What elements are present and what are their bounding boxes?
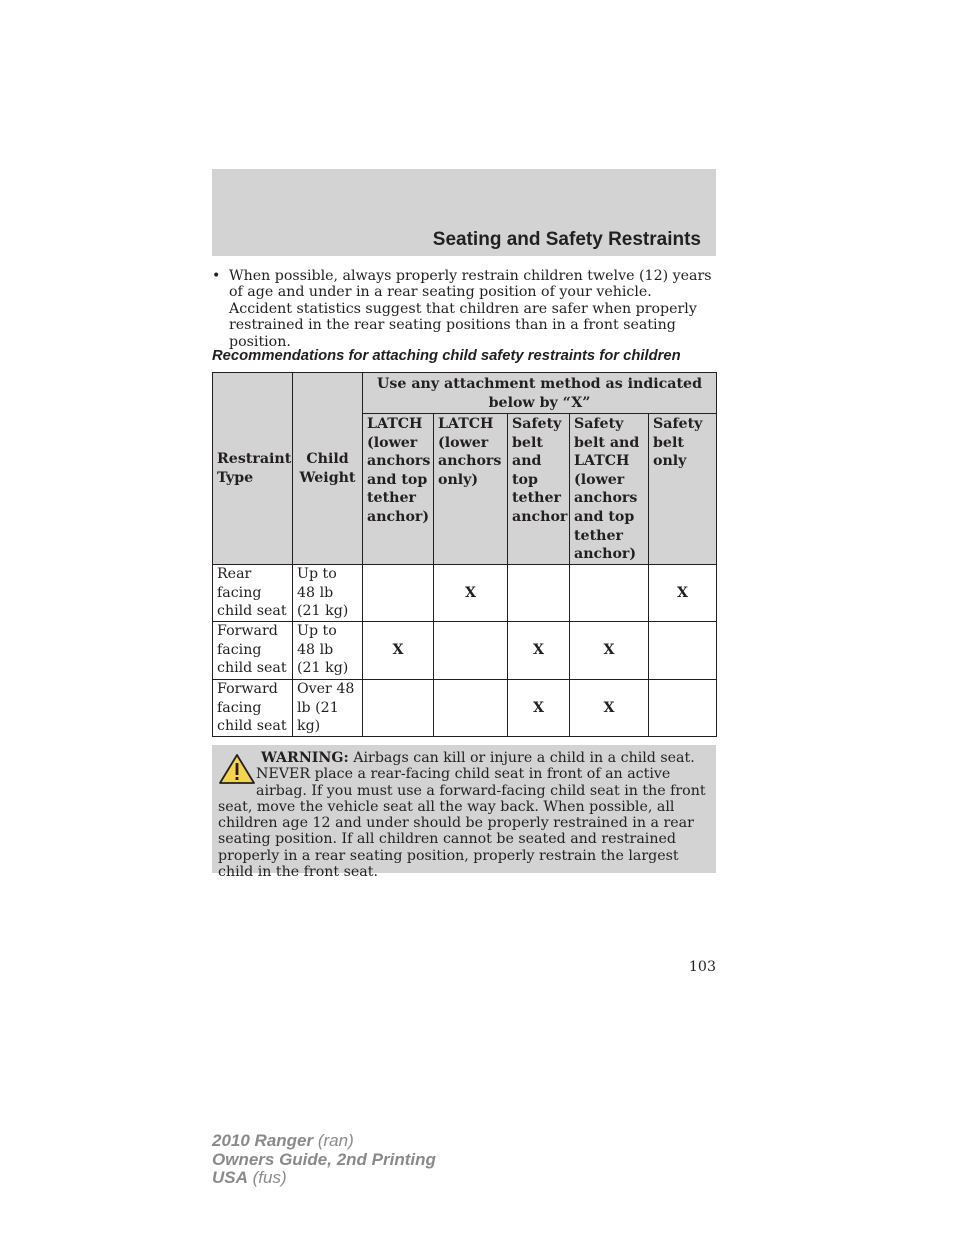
- warning-text: Airbags can kill or injure a child in a child seat. NEVER place a rear-facing child seat in front of an active airbag. If you must use a forward-facing child seat in the front seat, move the vehicle seat all the way back. When possible, all children age 12 and under should be properly restrained in a rear seating position. If all children cannot be seated and restrained properly in a rear seating position, properly restrain the largest child in the front seat.: [218, 750, 706, 881]
- cell-mark: X: [508, 622, 570, 680]
- cell-mark: [434, 680, 508, 737]
- cell-mark: X: [649, 565, 717, 622]
- cell-mark: X: [570, 622, 649, 680]
- header-belt-only: Safety belt only: [649, 414, 717, 565]
- cell-mark: X: [363, 622, 434, 680]
- header-belt-and-top-tether: Safety belt and top tether anchor: [508, 414, 570, 565]
- footer-region-code: (fus): [247, 1168, 287, 1187]
- header-child-weight: Child Weight: [293, 373, 363, 565]
- header-latch-lower-only: LATCH (lower anchors only): [434, 414, 508, 565]
- section-header-band: [212, 169, 716, 256]
- bullet-text: When possible, always properly restrain children twelve (12) years of age and under in a rear seating position of your vehicle. Accident statistics suggest that children are safer when properly restrained in the rear seating positions than in a front seating position.: [229, 268, 712, 350]
- table-group-header-row: [213, 373, 717, 414]
- cell-mark: [649, 622, 717, 680]
- cell-mark: X: [434, 565, 508, 622]
- table-row: [213, 565, 717, 622]
- table-row: [213, 622, 717, 680]
- cell-restraint-type: Forward facing child seat: [213, 622, 293, 680]
- warning-triangle-icon: [218, 752, 256, 786]
- cell-child-weight: Up to 48 lb (21 kg): [293, 622, 363, 680]
- cell-child-weight: Over 48 lb (21 kg): [293, 680, 363, 737]
- cell-mark: [363, 565, 434, 622]
- footer-model-code: (ran): [313, 1131, 354, 1150]
- footer-model: 2010 Ranger: [212, 1131, 314, 1150]
- section-title: Seating and Safety Restraints: [432, 229, 701, 250]
- cell-mark: [649, 680, 717, 737]
- table-subheading: Recommendations for attaching child safety restraints for children: [212, 348, 681, 364]
- header-belt-and-latch: Safety belt and LATCH (lower anchors and top tether anchor): [570, 414, 649, 565]
- footer-edition: Owners Guide, 2nd Printing: [212, 1149, 436, 1169]
- child-restraint-table: [212, 372, 717, 737]
- header-restraint-type: Restraint Type: [213, 373, 293, 565]
- warning-box: [212, 745, 716, 881]
- cell-mark: X: [508, 680, 570, 737]
- table-row: [213, 680, 717, 737]
- header-attachment-group: Use any attachment method as indicated below by “X”: [363, 373, 717, 414]
- cell-restraint-type: Rear facing child seat: [213, 565, 293, 622]
- cell-mark: [570, 565, 649, 622]
- footer: [212, 1132, 436, 1188]
- cell-mark: [363, 680, 434, 737]
- bullet-paragraph: [212, 268, 712, 350]
- page-number: 103: [688, 959, 716, 975]
- cell-mark: [508, 565, 570, 622]
- header-latch-lower-and-top: LATCH (lower anchors and top tether anchor): [363, 414, 434, 565]
- footer-region: USA: [212, 1168, 248, 1187]
- cell-mark: [434, 622, 508, 680]
- cell-child-weight: Up to 48 lb (21 kg): [293, 565, 363, 622]
- bullet-symbol: •: [212, 268, 221, 284]
- cell-restraint-type: Forward facing child seat: [213, 680, 293, 737]
- cell-mark: X: [570, 680, 649, 737]
- warning-label: WARNING:: [261, 750, 349, 766]
